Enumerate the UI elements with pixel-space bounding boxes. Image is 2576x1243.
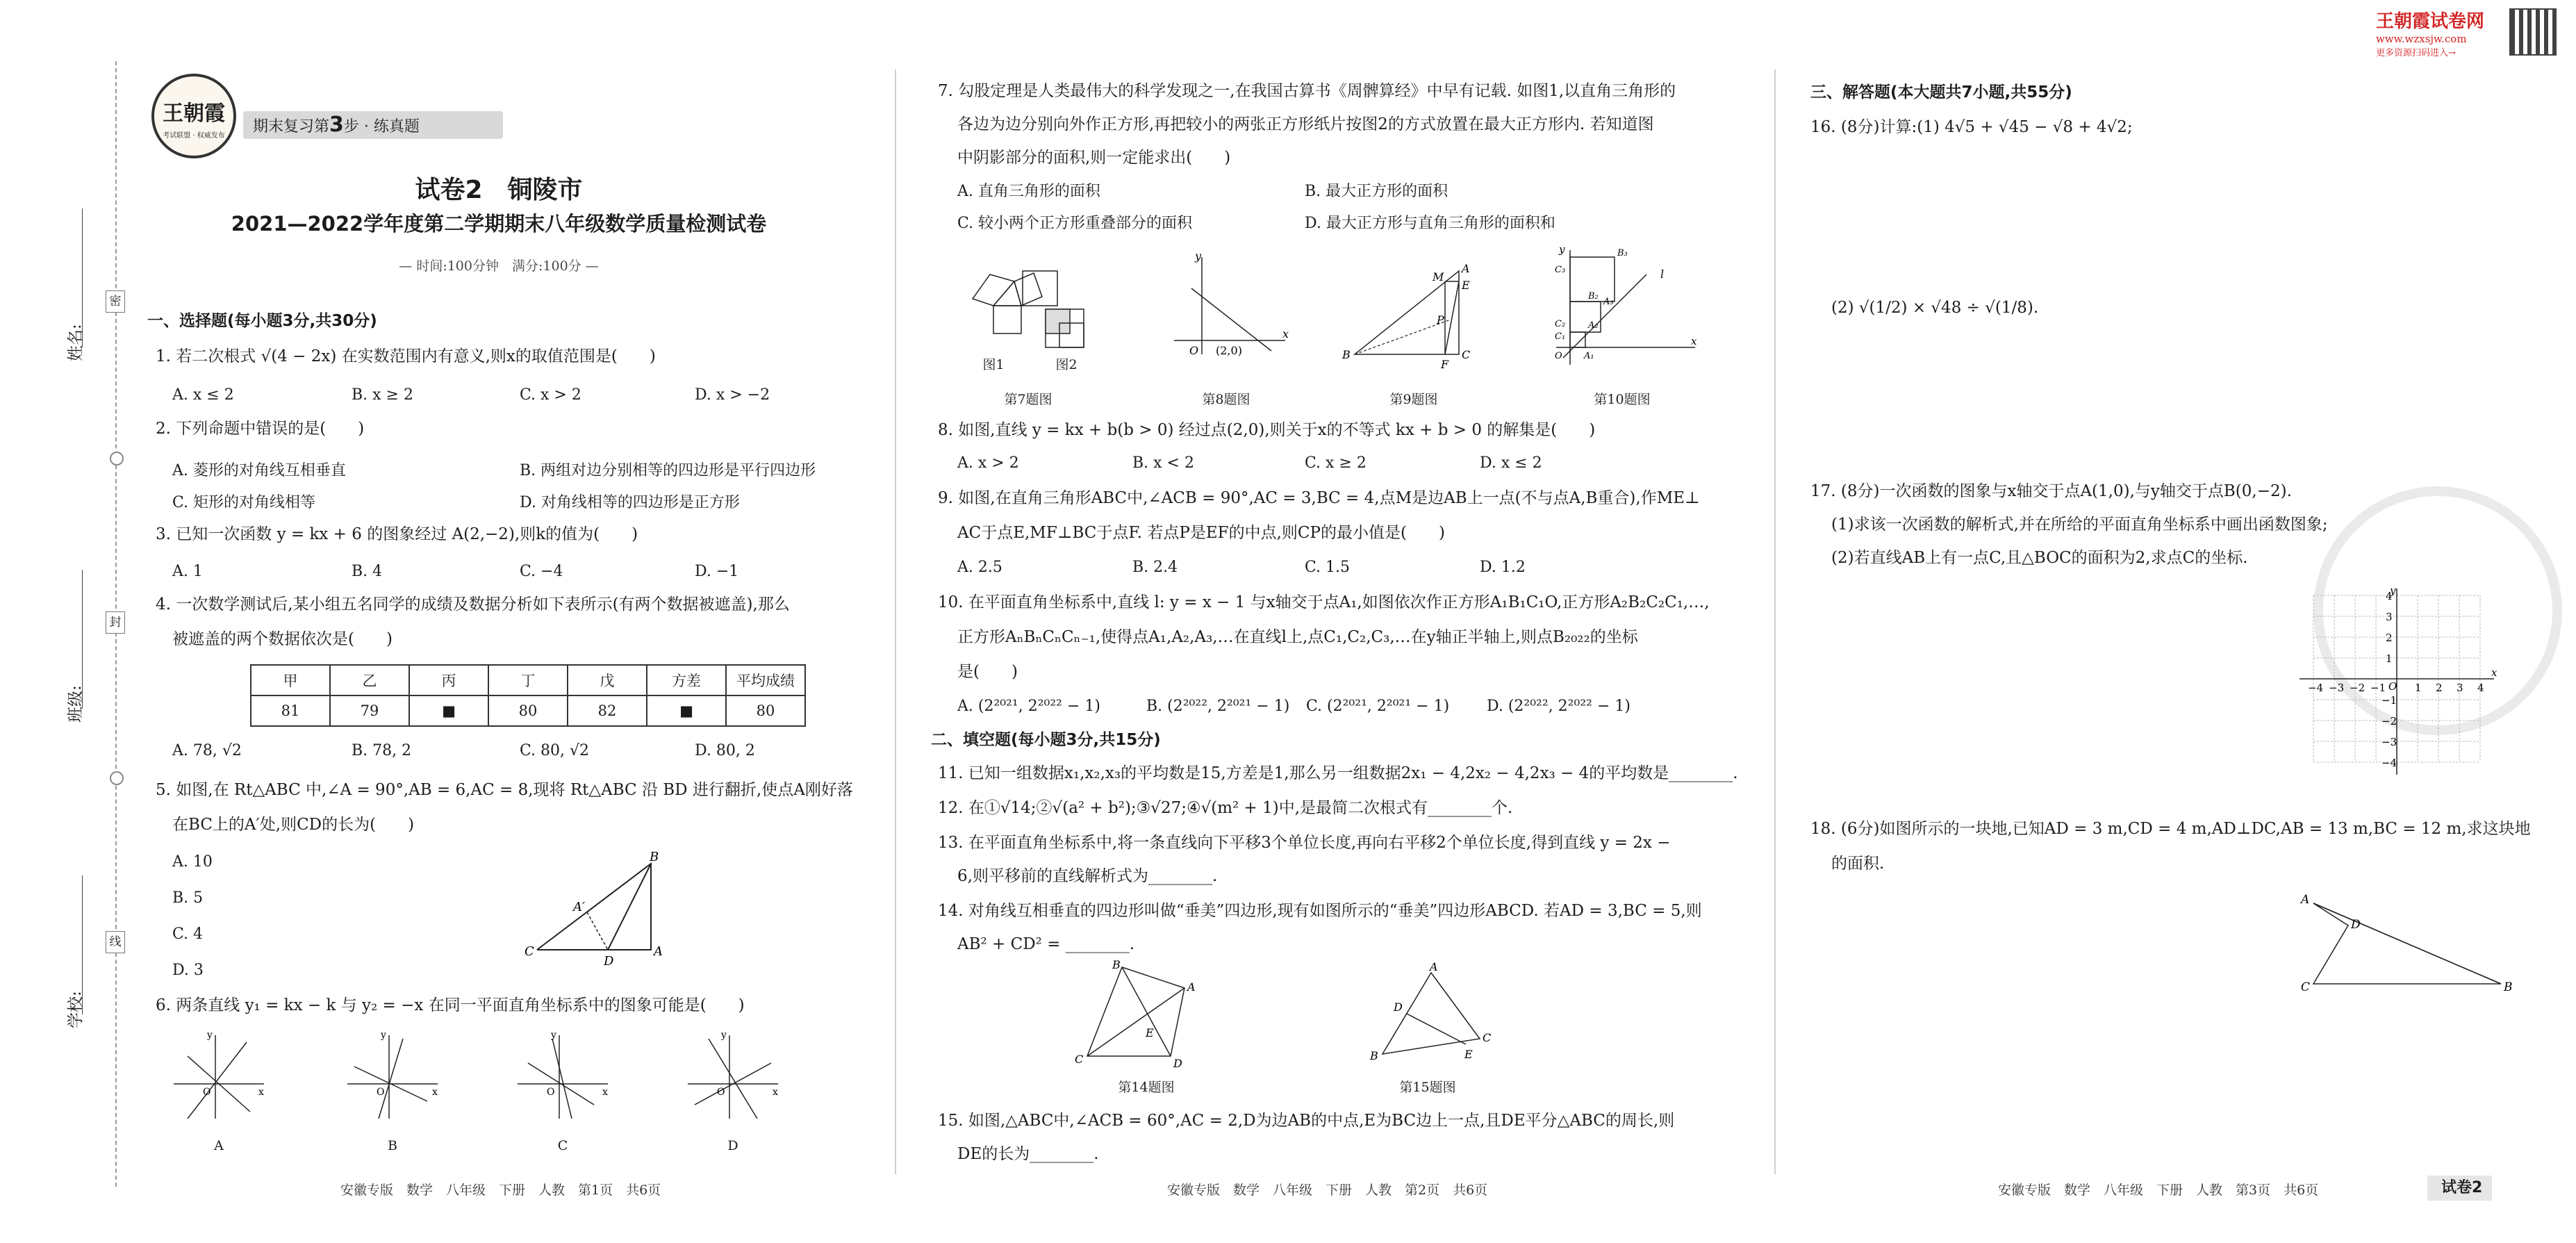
q10-line1: 10. 在平面直角坐标系中,直线 l: y = x − 1 与x轴交于点A₁,如图依次作正方形A₁B₁C₁O,正方形A₂B₂C₂C₁,…, bbox=[938, 593, 1710, 611]
q7-option-d: D. 最大正方形与直角三角形的面积和 bbox=[1305, 215, 1555, 232]
svg-text:(2,0): (2,0) bbox=[1216, 344, 1242, 357]
q5-option-a: A. 10 bbox=[172, 853, 213, 871]
page2-footer: 安徽专版 数学 八年级 下册 人教 第2页 共6页 bbox=[1167, 1183, 1488, 1198]
svg-text:x: x bbox=[258, 1087, 264, 1098]
class-label: 班级: bbox=[67, 685, 85, 723]
paper-title: 试卷2 铜陵市 bbox=[415, 176, 583, 204]
name-label: 姓名: bbox=[67, 324, 85, 361]
q5-option-c: C. 4 bbox=[172, 925, 204, 943]
site-url: www.wzxsjw.com bbox=[2376, 33, 2467, 45]
svg-text:−2: −2 bbox=[2381, 715, 2397, 727]
q5-stem-line2: 在BC上的A′处,则CD的长为( ) bbox=[172, 816, 415, 834]
svg-text:C₁: C₁ bbox=[1555, 331, 1566, 342]
svg-text:x: x bbox=[1282, 327, 1289, 340]
q6-option-d: D bbox=[727, 1138, 738, 1153]
q12: 12. 在①√14;②√(a² + b²);③√27;④√(m² + 1)中,是最简二次根式有________个. bbox=[938, 799, 1513, 817]
logo-sub: 考试联盟 · 权威发布 bbox=[163, 132, 225, 140]
svg-text:x: x bbox=[602, 1087, 608, 1098]
svg-text:A₂: A₂ bbox=[1588, 320, 1599, 331]
q15-line2: DE的长为________. bbox=[957, 1145, 1099, 1163]
svg-text:y: y bbox=[381, 1030, 386, 1041]
q6-option-a: A bbox=[214, 1138, 224, 1153]
q4-option-a: A. 78, √2 bbox=[172, 742, 242, 759]
table-row bbox=[251, 695, 805, 726]
svg-text:C: C bbox=[1075, 1053, 1084, 1066]
q4-stem-line2: 被遮盖的两个数据依次是( ) bbox=[172, 630, 393, 648]
q15-line1: 15. 如图,△ABC中,∠ACB = 60°,AC = 2,D为边AB的中点,E为BC边上一点,且DE平分△ABC的周长,则 bbox=[938, 1112, 1675, 1130]
svg-text:O: O bbox=[203, 1087, 211, 1098]
q10-line2: 正方形AₙBₙCₙCₙ₋₁,使得点A₁,A₂,A₃,…在直线l上,点C₁,C₂,C₃,…在y轴正半轴上,则点B₂₀₂₂的坐标 bbox=[957, 628, 1638, 646]
table-cell: 80 bbox=[726, 695, 805, 726]
svg-text:2: 2 bbox=[2386, 632, 2393, 644]
q5-stem-line1: 5. 如图,在 Rt△ABC 中,∠A = 90°,AB = 6,AC = 8,现将 Rt△ABC 沿 BD 进行翻折,使点A刚好落 bbox=[156, 781, 853, 799]
svg-text:1: 1 bbox=[2415, 682, 2422, 694]
q5-option-d: D. 3 bbox=[172, 962, 204, 979]
table-header-cell: 平均成绩 bbox=[726, 665, 805, 695]
page-divider bbox=[895, 69, 896, 1174]
table-cell: 80 bbox=[488, 695, 568, 726]
table-cell: 82 bbox=[568, 695, 647, 726]
q4-option-b: B. 78, 2 bbox=[352, 742, 412, 759]
svg-text:C: C bbox=[2301, 980, 2311, 994]
q1-stem: 1. 若二次根式 √(4 − 2x) 在实数范围内有意义,则x的取值范围是( ) bbox=[156, 347, 656, 365]
q7-figure-2 bbox=[1042, 306, 1091, 354]
svg-text:A′: A′ bbox=[573, 900, 586, 914]
svg-text:O: O bbox=[1555, 351, 1562, 361]
q17-line2: (1)求该一次函数的解析式,并在所给的平面直角坐标系中画出函数图象; bbox=[1831, 516, 2328, 534]
q16-part1: 16. (8分)计算:(1) 4√5 + √45 − √8 + 4√2; bbox=[1810, 118, 2133, 136]
q5-option-b: B. 5 bbox=[172, 889, 204, 907]
q6-stem: 6. 两条直线 y₁ = kx − k 与 y₂ = −x 在同一平面直角坐标系中的图象可能是( ) bbox=[156, 996, 745, 1014]
q7-option-c: C. 较小两个正方形重叠部分的面积 bbox=[957, 215, 1193, 232]
q18-figure bbox=[2293, 887, 2522, 998]
q8-option-b: B. x < 2 bbox=[1132, 454, 1194, 472]
q3-option-c: C. −4 bbox=[520, 563, 563, 580]
svg-text:O: O bbox=[2388, 680, 2397, 693]
q10-option-b: B. (2²⁰²², 2²⁰²¹ − 1) bbox=[1146, 698, 1290, 715]
site-name: 王朝霞试卷网 bbox=[2376, 11, 2485, 32]
q4-stem-line1: 4. 一次数学测试后,某小组五名同学的成绩及数据分析如下表所示(有两个数据被遮盖),那么 bbox=[156, 595, 790, 614]
svg-text:2: 2 bbox=[2436, 682, 2443, 694]
svg-text:−1: −1 bbox=[2370, 682, 2386, 694]
school-label: 学校: bbox=[67, 991, 85, 1028]
stage-banner bbox=[243, 111, 503, 139]
q4-option-c: C. 80, √2 bbox=[520, 742, 590, 759]
q17-line1: 17. (8分)一次函数的图象与x轴交于点A(1,0),与y轴交于点B(0,−2). bbox=[1810, 482, 2292, 500]
table-header-cell: 戊 bbox=[568, 665, 647, 695]
svg-text:E: E bbox=[1464, 1048, 1473, 1061]
fig8-caption: 第8题图 bbox=[1202, 392, 1250, 407]
q1-option-b: B. x ≥ 2 bbox=[352, 386, 413, 404]
logo-text: 王朝霞 bbox=[163, 101, 225, 126]
svg-text:1: 1 bbox=[2386, 652, 2393, 665]
q9-option-a: A. 2.5 bbox=[957, 559, 1002, 576]
page3-footer: 安徽专版 数学 八年级 下册 人教 第3页 共6页 bbox=[1998, 1183, 2319, 1198]
svg-text:−3: −3 bbox=[2329, 682, 2345, 694]
svg-text:C: C bbox=[1462, 348, 1471, 361]
q10-option-d: D. (2²⁰²², 2²⁰²² − 1) bbox=[1487, 698, 1630, 715]
svg-text:−4: −4 bbox=[2308, 682, 2324, 694]
svg-text:C: C bbox=[1483, 1031, 1492, 1044]
q2-option-c: C. 矩形的对角线相等 bbox=[172, 494, 316, 511]
svg-text:O: O bbox=[1189, 344, 1199, 357]
svg-text:D: D bbox=[1173, 1057, 1182, 1070]
svg-text:x: x bbox=[773, 1087, 778, 1098]
q4-option-d: D. 80, 2 bbox=[695, 742, 755, 759]
q6-option-c: C bbox=[557, 1138, 568, 1153]
q14-line2: AB² + CD² = ________. bbox=[957, 935, 1135, 953]
site-slogan: 更多资源扫码进入→ bbox=[2376, 48, 2456, 58]
q17-line3: (2)若直线AB上有一点C,且△BOC的面积为2,求点C的坐标. bbox=[1831, 549, 2248, 567]
q3-option-a: A. 1 bbox=[172, 563, 203, 580]
paper-tag-label: 试卷2 bbox=[2441, 1179, 2483, 1196]
svg-text:x: x bbox=[2491, 666, 2497, 679]
svg-text:A: A bbox=[654, 944, 663, 959]
binding-hole bbox=[110, 771, 124, 785]
q10-line3: 是( ) bbox=[957, 663, 1018, 681]
fig1-caption: 图1 bbox=[982, 357, 1005, 372]
school-underline bbox=[82, 875, 83, 1014]
q8-option-a: A. x > 2 bbox=[957, 454, 1019, 472]
qr-code[interactable] bbox=[2509, 8, 2557, 56]
table-header-cell: 丁 bbox=[488, 665, 568, 695]
brand-logo bbox=[151, 74, 236, 158]
table-header-cell: 乙 bbox=[330, 665, 409, 695]
paper-subtitle: 2021—2022学年度第二学期期末八年级数学质量检测试卷 bbox=[231, 212, 767, 236]
q15-figure bbox=[1369, 962, 1508, 1067]
svg-text:O: O bbox=[717, 1087, 725, 1098]
paper-tag bbox=[2413, 1176, 2492, 1201]
paper-meta: — 时间:100分钟 满分:100分 — bbox=[399, 258, 599, 274]
table-header-cell: 丙 bbox=[409, 665, 488, 695]
stage-suffix: 步 · 练真题 bbox=[343, 118, 420, 135]
q18-line1: 18. (6分)如图所示的一块地,已知AD = 3 m,CD = 4 m,AD⊥DC,AB = 13 m,BC = 12 m,求这块地 bbox=[1810, 820, 2531, 838]
name-underline bbox=[82, 208, 83, 347]
svg-text:A: A bbox=[1430, 962, 1438, 973]
fig10-caption: 第10题图 bbox=[1594, 392, 1651, 407]
svg-text:P: P bbox=[1437, 313, 1444, 327]
svg-text:y: y bbox=[207, 1030, 213, 1041]
q6-graph-a bbox=[167, 1028, 271, 1126]
binding-hole bbox=[110, 452, 124, 466]
q2-option-d: D. 对角线相等的四边形是正方形 bbox=[520, 494, 740, 511]
q9-figure bbox=[1341, 257, 1494, 375]
svg-text:M: M bbox=[1433, 270, 1444, 283]
page1-footer: 安徽专版 数学 八年级 下册 人教 第1页 共6页 bbox=[340, 1183, 661, 1198]
q2-option-a: A. 菱形的对角线互相垂直 bbox=[172, 462, 346, 479]
q9-line1: 9. 如图,在直角三角形ABC中,∠ACB = 90°,AC = 3,BC = 4,点M是边AB上一点(不与点A,B重合),作ME⊥ bbox=[938, 489, 1700, 507]
section1-heading: 一、选择题(每小题3分,共30分) bbox=[147, 312, 377, 330]
svg-text:B: B bbox=[1112, 959, 1121, 971]
q14-figure bbox=[1073, 959, 1212, 1070]
svg-text:3: 3 bbox=[2457, 682, 2463, 694]
q2-option-b: B. 两组对边分别相等的四边形是平行四边形 bbox=[520, 462, 816, 479]
svg-text:A: A bbox=[1187, 980, 1196, 994]
q1-option-a: A. x ≤ 2 bbox=[172, 386, 234, 404]
section3-heading: 三、解答题(本大题共7小题,共55分) bbox=[1810, 83, 2072, 101]
svg-text:C₃: C₃ bbox=[1555, 265, 1566, 275]
svg-text:D: D bbox=[1394, 1001, 1403, 1014]
fig7-caption: 第7题图 bbox=[1004, 392, 1052, 407]
svg-text:−4: −4 bbox=[2381, 757, 2397, 769]
q3-option-d: D. −1 bbox=[695, 563, 739, 580]
q4-score-table bbox=[250, 664, 806, 727]
q8-figure bbox=[1167, 250, 1292, 361]
svg-text:y: y bbox=[2390, 587, 2396, 597]
table-header-row bbox=[251, 665, 805, 695]
table-header-cell: 方差 bbox=[647, 665, 726, 695]
q13-line1: 13. 在平面直角坐标系中,将一条直线向下平移3个单位长度,再向右平移2个单位长度,得到直线 y = 2x − bbox=[938, 834, 1671, 852]
q10-option-a: A. (2²⁰²¹, 2²⁰²² − 1) bbox=[957, 698, 1100, 715]
page-divider bbox=[1774, 69, 1776, 1174]
svg-text:4: 4 bbox=[2477, 682, 2484, 694]
q7-option-b: B. 最大正方形的面积 bbox=[1305, 183, 1448, 200]
svg-text:−1: −1 bbox=[2381, 694, 2397, 707]
q17-coordinate-grid bbox=[2293, 587, 2522, 809]
svg-text:O: O bbox=[547, 1087, 555, 1098]
q8-stem: 8. 如图,直线 y = kx + b(b > 0) 经过点(2,0),则关于x的不等式 kx + b > 0 的解集是( ) bbox=[938, 421, 1596, 439]
q9-line2: AC于点E,MF⊥BC于点F. 若点P是EF的中点,则CP的最小值是( ) bbox=[957, 524, 1445, 542]
class-underline bbox=[82, 570, 83, 709]
q6-graph-b bbox=[340, 1028, 445, 1126]
svg-text:B: B bbox=[1342, 348, 1351, 361]
svg-text:y: y bbox=[551, 1030, 556, 1041]
fig15-caption: 第15题图 bbox=[1399, 1080, 1456, 1095]
q6-option-b: B bbox=[388, 1138, 397, 1153]
q6-graph-d bbox=[681, 1028, 785, 1126]
q3-stem: 3. 已知一次函数 y = kx + 6 的图象经过 A(2,−2),则k的值为( ) bbox=[156, 525, 638, 543]
table-cell: 81 bbox=[251, 695, 330, 726]
table-cell: ■ bbox=[409, 695, 488, 726]
svg-text:y: y bbox=[1559, 243, 1565, 256]
q7-line2: 各边为边分别向外作正方形,再把较小的两张正方形纸片按图2的方式放置在最大正方形内. 若知道图 bbox=[957, 115, 1654, 133]
svg-text:4: 4 bbox=[2386, 590, 2393, 602]
q11: 11. 已知一组数据x₁,x₂,x₃的平均数是15,方差是1,那么另一组数据2x₁ − 4,2x₂ − 4,2x₃ − 4的平均数是________. bbox=[938, 764, 1738, 782]
svg-text:A: A bbox=[1462, 262, 1470, 275]
svg-text:O: O bbox=[377, 1087, 385, 1098]
q10-figure bbox=[1549, 243, 1702, 375]
svg-text:E: E bbox=[1462, 279, 1470, 292]
q16-part2: (2) √(1/2) × √48 ÷ √(1/8). bbox=[1831, 299, 2039, 317]
q2-stem: 2. 下列命题中错误的是( ) bbox=[156, 420, 365, 438]
q3-option-b: B. 4 bbox=[352, 563, 383, 580]
q6-graph-c bbox=[511, 1028, 615, 1126]
fig2-caption: 图2 bbox=[1055, 357, 1078, 372]
q1-option-d: D. x > −2 bbox=[695, 386, 770, 404]
q9-option-c: C. 1.5 bbox=[1305, 559, 1351, 576]
section2-heading: 二、填空题(每小题3分,共15分) bbox=[931, 731, 1161, 749]
svg-text:D: D bbox=[2351, 918, 2361, 932]
q7-option-a: A. 直角三角形的面积 bbox=[957, 183, 1100, 200]
q7-line3: 中阴影部分的面积,则一定能求出( ) bbox=[957, 149, 1231, 167]
stage-num: 3 bbox=[329, 113, 344, 137]
q13-line2: 6,则平移前的直线解析式为________. bbox=[957, 867, 1218, 885]
svg-text:E: E bbox=[1146, 1026, 1154, 1039]
svg-text:C: C bbox=[525, 944, 534, 959]
svg-text:B: B bbox=[2504, 980, 2513, 994]
q5-figure bbox=[518, 851, 670, 969]
seal-mark-2: 封 bbox=[106, 611, 125, 634]
fig9-caption: 第9题图 bbox=[1389, 392, 1438, 407]
svg-text:A: A bbox=[2301, 893, 2310, 907]
q9-option-b: B. 2.4 bbox=[1132, 559, 1178, 576]
site-badge bbox=[2376, 7, 2508, 58]
q8-option-c: C. x ≥ 2 bbox=[1305, 454, 1367, 472]
svg-text:−2: −2 bbox=[2350, 682, 2366, 694]
svg-text:C₂: C₂ bbox=[1555, 319, 1566, 329]
seal-mark-3: 线 bbox=[106, 931, 125, 953]
svg-text:B: B bbox=[1370, 1049, 1378, 1062]
table-cell: 79 bbox=[330, 695, 409, 726]
svg-text:F: F bbox=[1441, 358, 1449, 371]
svg-text:l: l bbox=[1660, 267, 1665, 281]
svg-text:x: x bbox=[1691, 335, 1697, 347]
svg-text:A₃: A₃ bbox=[1603, 297, 1614, 307]
q14-line1: 14. 对角线互相垂直的四边形叫做“垂美”四边形,现有如图所示的“垂美”四边形ABCD. 若AD = 3,BC = 5,则 bbox=[938, 902, 1702, 920]
svg-text:y: y bbox=[721, 1030, 727, 1041]
svg-text:B: B bbox=[650, 851, 659, 864]
svg-text:3: 3 bbox=[2386, 611, 2393, 623]
svg-text:B₃: B₃ bbox=[1617, 248, 1628, 258]
table-cell: ■ bbox=[647, 695, 726, 726]
q9-option-d: D. 1.2 bbox=[1480, 559, 1526, 576]
q7-line1: 7. 勾股定理是人类最伟大的科学发现之一,在我国古算书《周髀算经》中早有记载. 如图1,以直角三角形的 bbox=[938, 82, 1676, 100]
svg-text:B₂: B₂ bbox=[1588, 291, 1599, 302]
svg-text:A₁: A₁ bbox=[1584, 351, 1594, 361]
svg-text:y: y bbox=[1195, 250, 1202, 263]
q18-line2: 的面积. bbox=[1831, 855, 1885, 873]
q10-option-c: C. (2²⁰²¹, 2²⁰²¹ − 1) bbox=[1306, 698, 1450, 715]
stage-prefix: 期末复习第 bbox=[253, 118, 330, 135]
svg-text:D: D bbox=[604, 954, 614, 969]
q1-option-c: C. x > 2 bbox=[520, 386, 581, 404]
svg-text:x: x bbox=[432, 1087, 438, 1098]
table-header-cell: 甲 bbox=[251, 665, 330, 695]
q8-option-d: D. x ≤ 2 bbox=[1480, 454, 1542, 472]
svg-text:−3: −3 bbox=[2381, 736, 2397, 748]
fig14-caption: 第14题图 bbox=[1118, 1080, 1175, 1095]
seal-mark-1: 密 bbox=[106, 290, 125, 313]
